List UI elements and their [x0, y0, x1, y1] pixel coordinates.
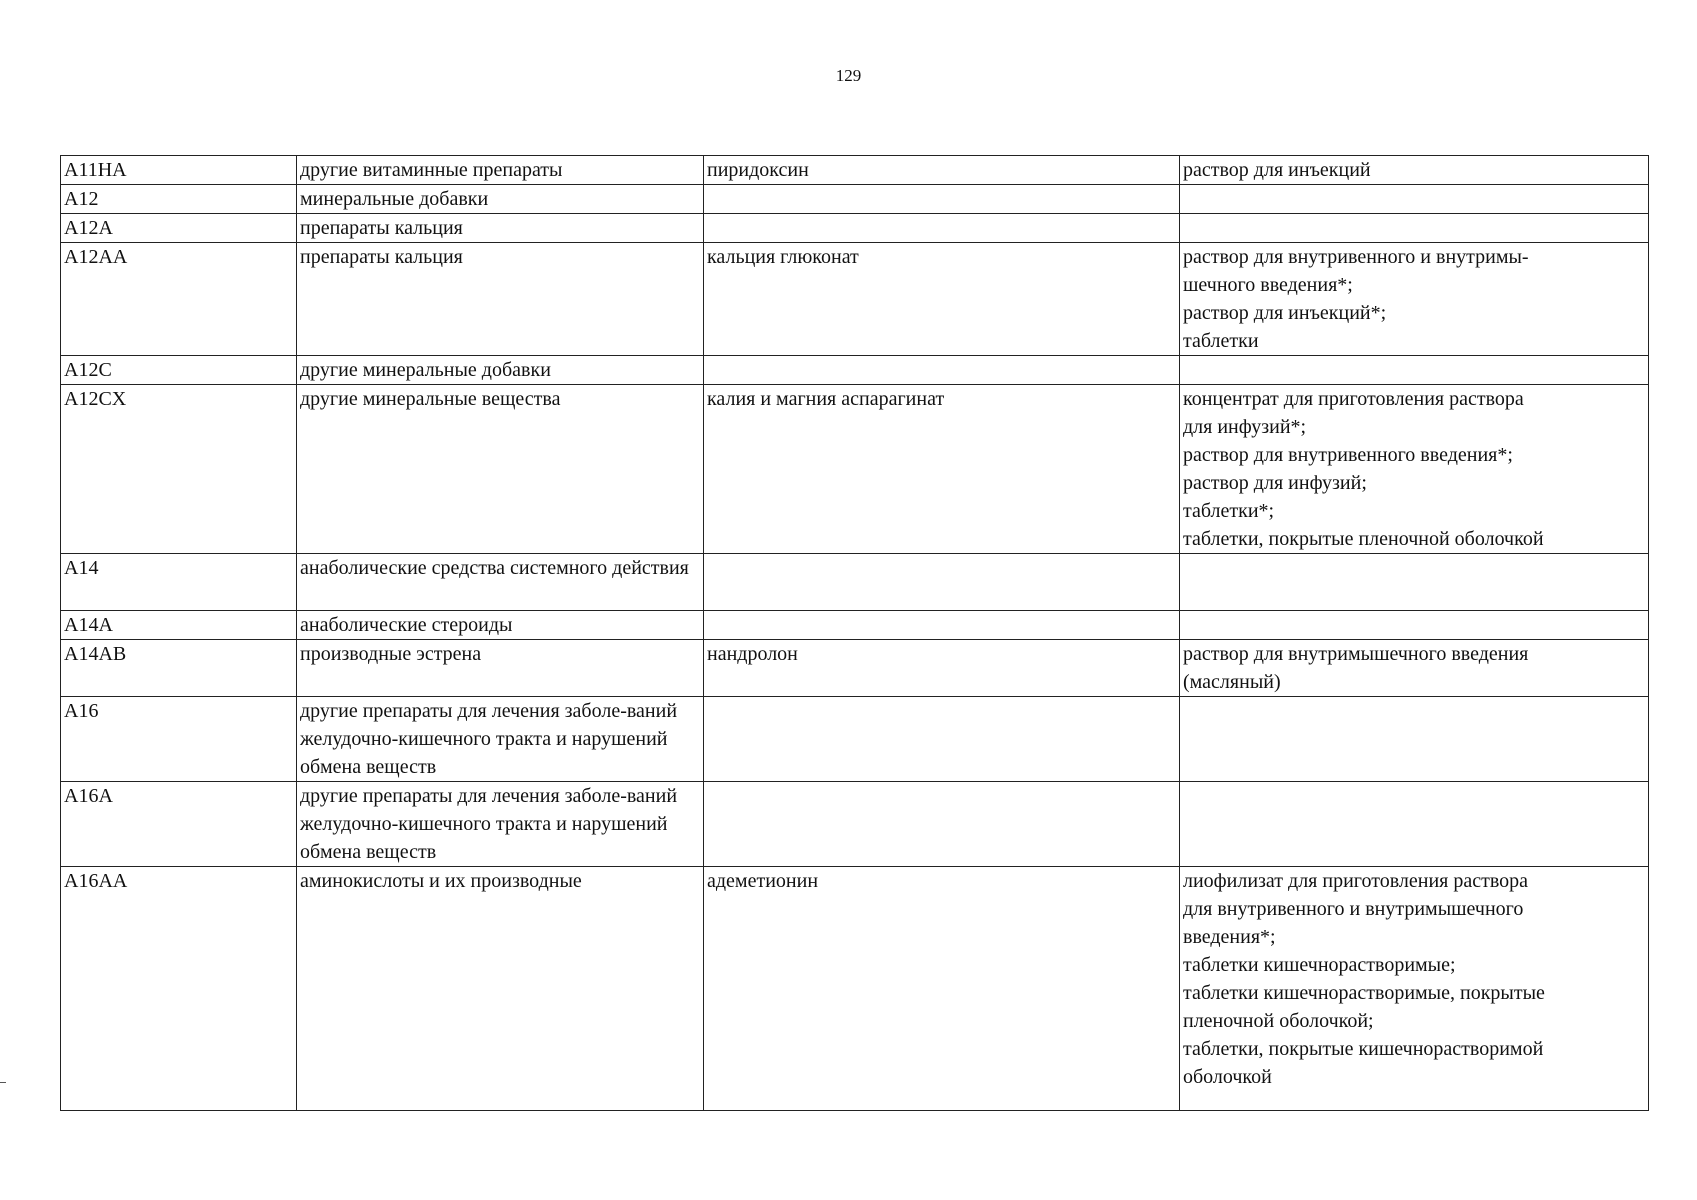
dosage-form-line: таблетки: [1183, 330, 1259, 352]
atc-code-cell: A14A: [61, 611, 297, 640]
pharmacological-group-cell: аминокислоты и их производные: [297, 867, 704, 1111]
drug-name-cell: [704, 356, 1180, 385]
table-row: [61, 243, 1649, 356]
dosage-form-line: введения*;: [1183, 926, 1276, 948]
pharmacological-group-cell: другие минеральные вещества: [297, 385, 704, 554]
dosage-form-line: таблетки, покрытые пленочной оболочкой: [1183, 528, 1544, 550]
drug-name-cell: [704, 214, 1180, 243]
drug-name-cell: [704, 611, 1180, 640]
table-row: [61, 697, 1649, 782]
dosage-form-line: (масляный): [1183, 671, 1281, 693]
dosage-form-cell: [1180, 356, 1649, 385]
dosage-form-cell: [1180, 782, 1649, 867]
dosage-form-line: таблетки, покрытые кишечнорастворимой: [1183, 1038, 1544, 1060]
table-row: [61, 214, 1649, 243]
dosage-form-cell: [1180, 867, 1649, 1111]
atc-code-cell: A12C: [61, 356, 297, 385]
dosage-form-line: раствор для инъекций*;: [1183, 302, 1387, 324]
atc-code-cell: A16A: [61, 782, 297, 867]
table-row: [61, 156, 1649, 185]
dosage-form-line: концентрат для приготовления раствора: [1183, 388, 1524, 410]
table-row: [61, 356, 1649, 385]
pharmacological-group-cell: анаболические стероиды: [297, 611, 704, 640]
dosage-form-cell: [1180, 385, 1649, 554]
dosage-form-line: раствор для внутримышечного введения: [1183, 643, 1529, 665]
drug-name-cell: [704, 554, 1180, 611]
dosage-form-cell: [1180, 697, 1649, 782]
drug-name-cell: кальция глюконат: [704, 243, 1180, 356]
pharmacological-group-cell: другие препараты для лечения заболе-ваний желудочно-кишечного тракта и нарушений обмена веществ: [297, 697, 704, 782]
atc-code-cell: A12: [61, 185, 297, 214]
dosage-form-cell: [1180, 611, 1649, 640]
dosage-form-cell: [1180, 243, 1649, 356]
table-row: [61, 867, 1649, 1111]
dosage-form-line: раствор для внутривенного введения*;: [1183, 444, 1513, 466]
dosage-form-line: для инфузий*;: [1183, 416, 1307, 438]
table-row: [61, 185, 1649, 214]
drug-table: [60, 155, 1649, 1111]
table-body: [61, 156, 1649, 1111]
drug-name-cell: адеметионин: [704, 867, 1180, 1111]
pharmacological-group-cell: анаболические средства системного действия: [297, 554, 704, 611]
atc-code-cell: A12CX: [61, 385, 297, 554]
dosage-form-line: лиофилизат для приготовления раствора: [1183, 870, 1529, 892]
atc-code-cell: A11HA: [61, 156, 297, 185]
pharmacological-group-cell: препараты кальция: [297, 243, 704, 356]
table-row: [61, 640, 1649, 697]
dosage-form-cell: [1180, 156, 1649, 185]
pharmacological-group-cell: другие препараты для лечения заболе-ваний желудочно-кишечного тракта и нарушений обмена веществ: [297, 782, 704, 867]
atc-code-cell: A14AB: [61, 640, 297, 697]
atc-code-cell: A12AA: [61, 243, 297, 356]
dosage-form-line: раствор для внутривенного и внутримы-: [1183, 246, 1529, 268]
pharmacological-group-cell: другие витаминные препараты: [297, 156, 704, 185]
dosage-form-cell: [1180, 185, 1649, 214]
dosage-form-line: пленочной оболочкой;: [1183, 1010, 1374, 1032]
atc-code-cell: A16: [61, 697, 297, 782]
dosage-form-cell: [1180, 640, 1649, 697]
dosage-form-line: таблетки*;: [1183, 500, 1275, 522]
scan-mark: [0, 1082, 6, 1083]
pharmacological-group-cell: другие минеральные добавки: [297, 356, 704, 385]
table-row: [61, 611, 1649, 640]
pharmacological-group-cell: минеральные добавки: [297, 185, 704, 214]
dosage-form-line: раствор для инъекций: [1183, 159, 1371, 181]
dosage-form-line: шечного введения*;: [1183, 274, 1353, 296]
dosage-form-line: для внутривенного и внутримышечного: [1183, 898, 1524, 920]
drug-name-cell: нандролон: [704, 640, 1180, 697]
table-row: [61, 385, 1649, 554]
dosage-form-line: раствор для инфузий;: [1183, 472, 1367, 494]
table-row: [61, 782, 1649, 867]
dosage-form-line: таблетки кишечнорастворимые, покрытые: [1183, 982, 1545, 1004]
page-number: 129: [835, 66, 862, 85]
drug-name-cell: [704, 782, 1180, 867]
drug-name-cell: калия и магния аспарагинат: [704, 385, 1180, 554]
pharmacological-group-cell: производные эстрена: [297, 640, 704, 697]
drug-name-cell: [704, 697, 1180, 782]
drug-name-cell: пиридоксин: [704, 156, 1180, 185]
dosage-form-cell: [1180, 554, 1649, 611]
drug-name-cell: [704, 185, 1180, 214]
pharmacological-group-cell: препараты кальция: [297, 214, 704, 243]
dosage-form-line: таблетки кишечнорастворимые;: [1183, 954, 1456, 976]
atc-code-cell: A12A: [61, 214, 297, 243]
atc-code-cell: A14: [61, 554, 297, 611]
dosage-form-cell: [1180, 214, 1649, 243]
table-row: [61, 554, 1649, 611]
dosage-form-line: оболочкой: [1183, 1066, 1272, 1088]
atc-code-cell: A16AA: [61, 867, 297, 1111]
